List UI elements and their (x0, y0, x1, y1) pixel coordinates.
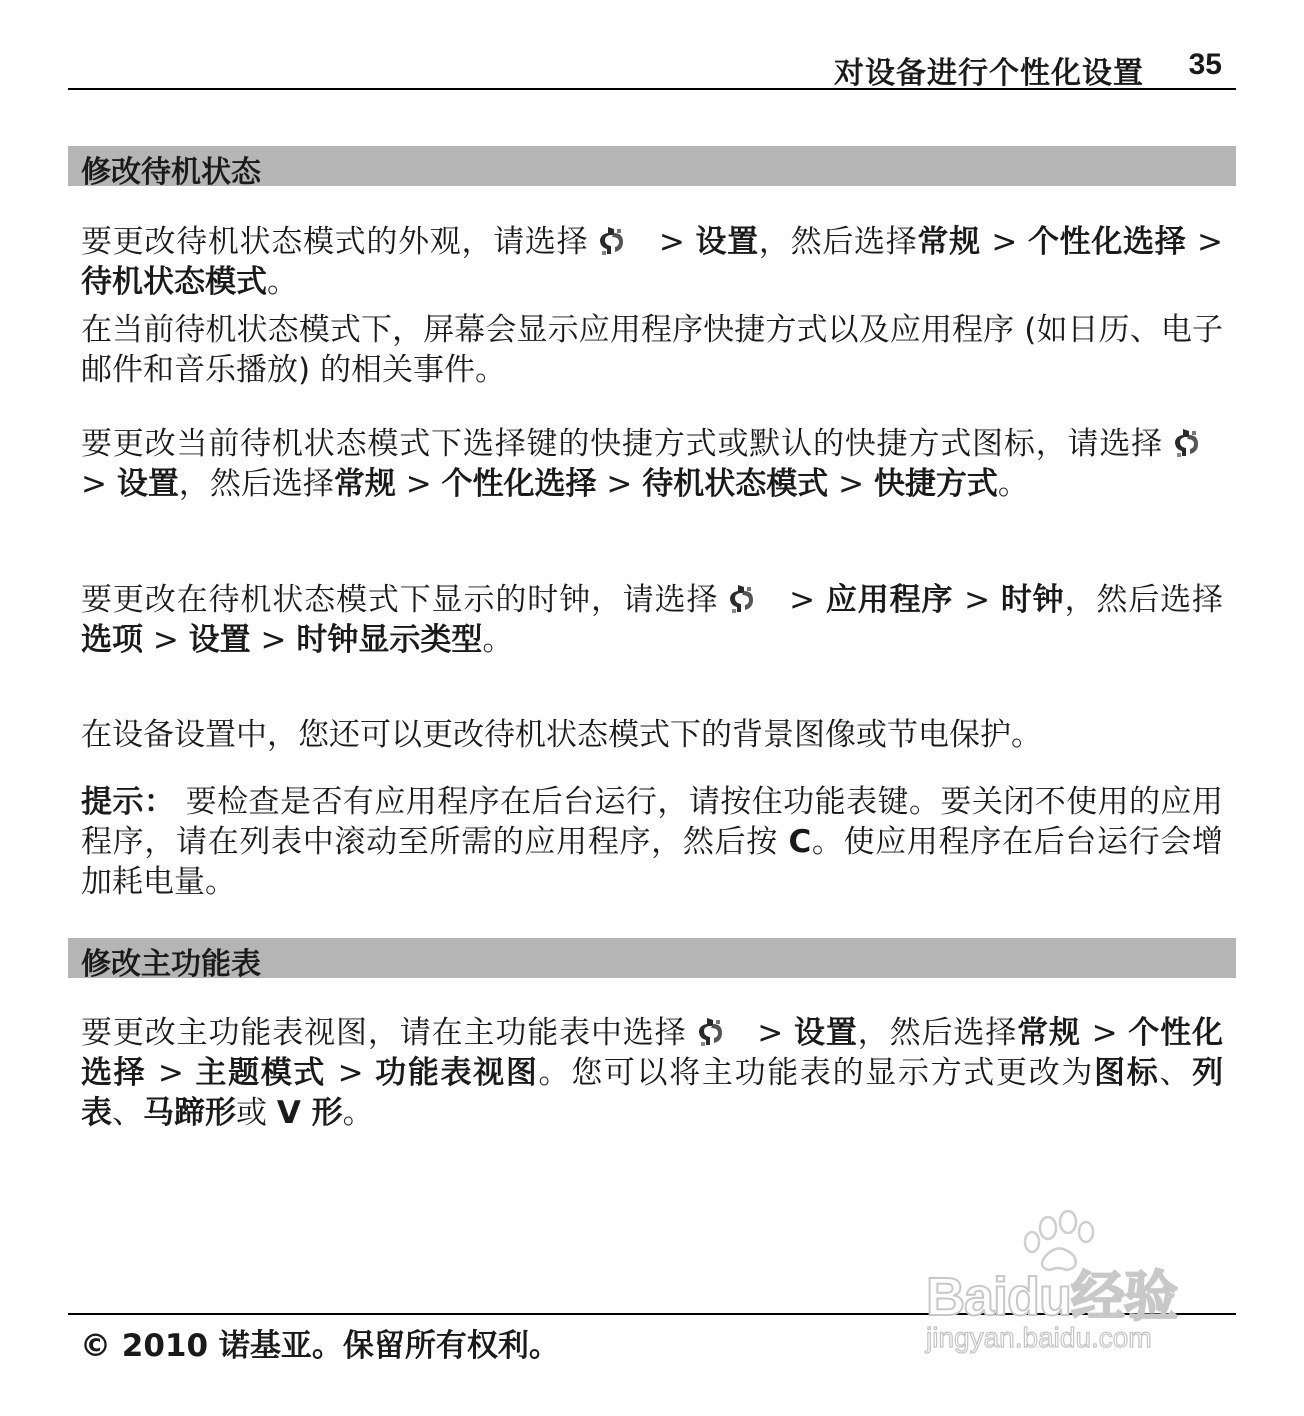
page-number: 35 (1188, 48, 1222, 81)
paragraph-selection-keys: 要更改当前待机状态模式下选择键的快捷方式或默认的快捷方式图标，请选择 > 设置，然后选择常规 > 个性化选择 > 待机状态模式 > 快捷方式。 (81, 424, 1223, 504)
paragraph-clock: 要更改在待机状态模式下显示的时钟，请选择 > 应用程序 > 时钟，然后选择选项 > 设置 > 时钟显示类型。 (81, 582, 1224, 658)
paragraph-standby-appearance: 要更改待机状态模式的外观，请选择 > 设置，然后选择常规 > 个性化选择 > 待机状态模式。 (81, 224, 1224, 300)
watermark-url: jingyan.baidu.com (926, 1322, 1152, 1353)
section-heading-standby (68, 146, 1236, 190)
menu-key-icon (596, 225, 626, 257)
watermark-brand: Baidu经验 (926, 1267, 1178, 1327)
menu-key-icon (1171, 427, 1201, 459)
key-c: C (788, 824, 812, 860)
menu-key-icon (726, 583, 756, 615)
paragraph-background: 在设备设置中，您还可以更改待机状态模式下的背景图像或节电保护。 (81, 717, 1042, 753)
tip-label: 提示： (81, 784, 176, 820)
copyright-text: © 2010 诺基亚。保留所有权利。 (80, 1328, 560, 1364)
menu-key-icon (695, 1016, 725, 1048)
page-header (68, 44, 1236, 90)
header-title: 对设备进行个性化设置 (834, 56, 1144, 91)
baidu-jingyan-watermark (918, 1210, 1238, 1370)
paragraph-standby-shortcuts: 在当前待机状态模式下，屏幕会显示应用程序快捷方式以及应用程序 (如日历、电子邮件和音乐播放) 的相关事件。 (81, 312, 1223, 388)
section-title: 修改主功能表 (81, 947, 261, 982)
paragraph-main-menu-view: 要更改主功能表视图，请在主功能表中选择 > 设置，然后选择常规 > 个性化选择 > 主题模式 > 功能表视图。您可以将主功能表的显示方式更改为图标、列表、马蹄形或 V 形。 (81, 1015, 1224, 1131)
tip-paragraph: 提示： 要检查是否有应用程序在后台运行，请按住功能表键。要关闭不使用的应用程序，请在列表中滚动至所需的应用程序，然后按 C。使应用程序在后台运行会增加耗电量。 (81, 784, 1224, 900)
section-title: 修改待机状态 (81, 155, 261, 190)
section-heading-main-menu (68, 938, 1236, 982)
